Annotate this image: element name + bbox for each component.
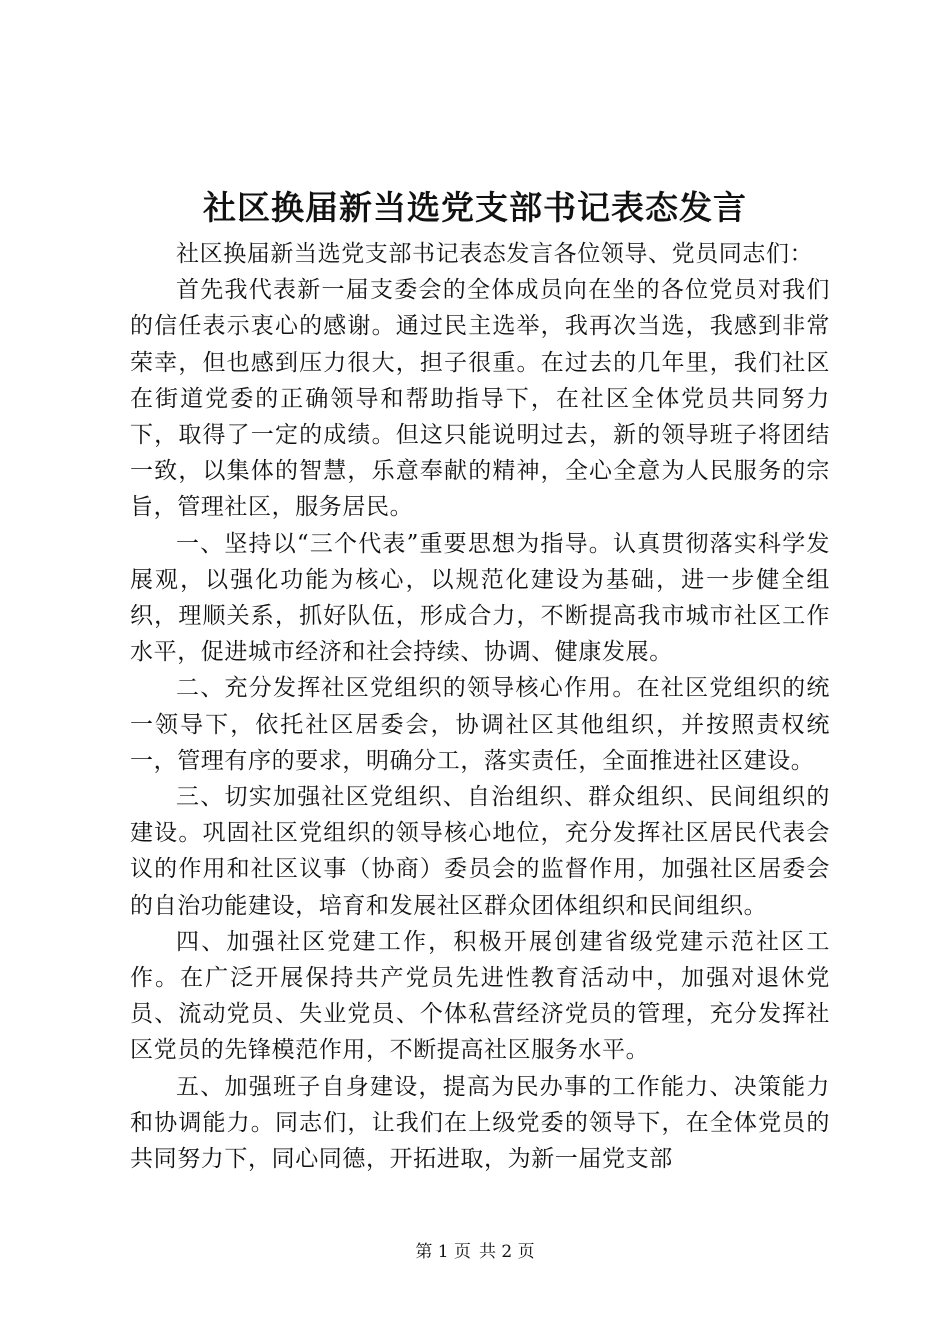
paragraph-thanks: 首先我代表新一届支委会的全体成员向在坐的各位党员对我们的信任表示衷心的感谢。通过民主选举，我再次当选，我感到非常荣幸，但也感到压力很大，担子很重。在过去的几年里，我们社区在街道党委的正确领导和帮助指导下，在社区全体党员共同努力下，取得了一定的成绩。但这只能说明过去，新的领导班子将团结一致，以集体的智慧，乐意奉献的精神，全心全意为人民服务的宗旨，管理社区，服务居民。: [130, 277, 830, 521]
page-number: 第 1 页: [415, 1242, 471, 1262]
page-total: 共 2 页: [479, 1242, 535, 1262]
paragraph-point-5: 五、加强班子自身建设，提高为民办事的工作能力、决策能力和协调能力。同志们，让我们在上级党委的领导下，在全体党员的共同努力下，同心同德，开拓进取，为新一届党支部: [130, 1073, 830, 1173]
paragraph-point-3: 三、切实加强社区党组织、自治组织、群众组织、民间组织的建设。巩固社区党组织的领导核心地位，充分发挥社区居民代表会议的作用和社区议事（协商）委员会的监督作用，加强社区居委会的自治功能建设，培育和发展社区群众团体组织和民间组织。: [130, 784, 830, 919]
paragraph-salutation: 社区换届新当选党支部书记表态发言各位领导、党员同志们：: [176, 241, 814, 267]
paragraph-point-4: 四、加强社区党建工作，积极开展创建省级党建示范社区工作。在广泛开展保持共产党员先进性教育活动中，加强对退休党员、流动党员、失业党员、个体私营经济党员的管理，充分发挥社区党员的先锋模范作用，不断提高社区服务水平。: [130, 928, 830, 1064]
paragraph-point-2: 二、充分发挥社区党组织的领导核心作用。在社区党组织的统一领导下，依托社区居委会，协调社区其他组织，并按照责权统一，管理有序的要求，明确分工，落实责任，全面推进社区建设。: [130, 675, 830, 774]
page-footer: [0, 1240, 950, 1264]
paragraph-point-1: 一、坚持以“三个代表”重要思想为指导。认真贯彻落实科学发展观，以强化功能为核心，以规范化建设为基础，进一步健全组织，理顺关系，抓好队伍，形成合力，不断提高我市城市社区工作水平，促进城市经济和社会持续、协调、健康发展。: [130, 530, 830, 666]
document-body: [130, 236, 830, 1177]
document-title: 社区换届新当选党支部书记表态发言: [203, 188, 747, 227]
